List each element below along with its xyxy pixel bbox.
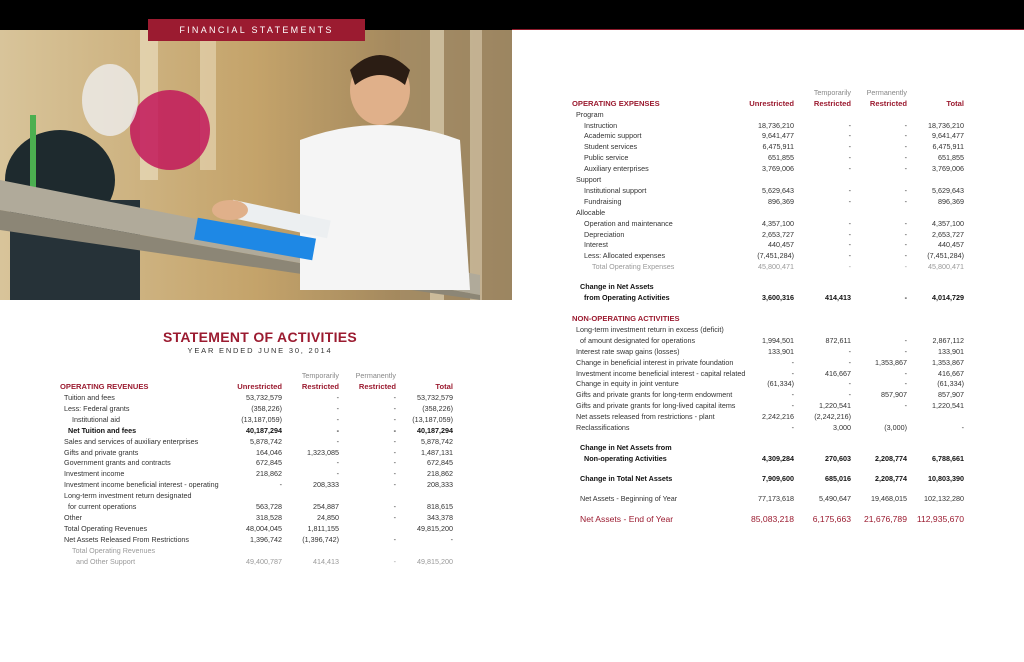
nonop-row: [572, 401, 964, 411]
nonop-row-label: Interest rate swap gains (losses): [576, 346, 680, 356]
beginning-net-assets-row-value-2: 5,490,647: [819, 494, 851, 503]
operating-expenses-heading-value-3: Restricted: [869, 98, 907, 108]
expense-row: [572, 197, 964, 207]
change-nonop-line2-value-3: 2,208,774: [875, 454, 907, 463]
change-nonop-line1-label: Change in Net Assets from: [580, 443, 672, 452]
expense-row-value-2: -: [848, 164, 851, 174]
expense-row-value-3: -: [904, 120, 907, 130]
change-total-row-label: Change in Total Net Assets: [580, 474, 673, 483]
expense-row-value-1: 9,641,477: [762, 131, 794, 141]
nonop-row-value-1: 133,901: [768, 346, 794, 356]
revenue-row: [60, 404, 454, 414]
operating-expenses-heading-value-2: Restricted: [813, 98, 851, 108]
change-total-row-value-3: 2,208,774: [875, 474, 907, 483]
expense-row-value-3: -: [904, 153, 907, 163]
nonop-row-value-2: -: [848, 357, 851, 367]
change-total-row-value-1: 7,909,600: [762, 474, 794, 483]
beginning-net-assets-row-value-1: 77,173,618: [758, 494, 794, 503]
expense-row-label: Fundraising: [584, 196, 622, 206]
nonop-row: [572, 390, 964, 400]
revenue-row-label: Net Assets Released From Restrictions: [64, 534, 190, 544]
revenue-row-value-1: -: [279, 480, 282, 490]
revenue-row-label: and Other Support: [76, 556, 136, 566]
revenue-row-value-1: 318,528: [256, 512, 282, 522]
nonop-row-value-1: (61,334): [767, 379, 794, 389]
revenue-row: [60, 513, 454, 523]
revenue-row: [60, 480, 454, 490]
operating-expenses-heading-label: OPERATING EXPENSES: [572, 98, 660, 108]
revenue-row-value-3: -: [393, 556, 396, 566]
expense-row: [572, 240, 964, 250]
nonop-row-label: Change in beneficial interest in private foundation: [576, 357, 734, 367]
nonop-row-value-2: -: [848, 390, 851, 400]
expense-row-label: Institutional support: [584, 185, 647, 195]
expense-row-value-1: (7,451,284): [757, 251, 794, 261]
revenue-row: [60, 469, 454, 479]
nonop-row-value-3: -: [904, 368, 907, 378]
revenue-row-value-2: -: [336, 458, 339, 468]
revenue-row-label: Government grants and contracts: [64, 458, 171, 468]
expense-row-value-2: -: [848, 251, 851, 261]
revenue-row: [60, 437, 454, 447]
expense-row-value-4: 440,457: [938, 240, 964, 250]
revenue-row-value-3: -: [393, 447, 396, 457]
nonop-row: [572, 423, 964, 433]
expense-row-label: Depreciation: [584, 229, 625, 239]
expense-row-value-3: -: [904, 262, 907, 272]
nonop-row-value-1: -: [791, 368, 794, 378]
change-total-row-value-2: 685,016: [825, 474, 851, 483]
revenue-row-value-3: -: [393, 534, 396, 544]
revenue-row-value-1: 164,046: [256, 447, 282, 457]
revenue-row-value-1: 218,862: [256, 469, 282, 479]
nonop-row-value-4: 416,667: [938, 368, 964, 378]
expense-row: [572, 208, 964, 218]
operating-expenses-heading-value-4: Total: [946, 98, 964, 108]
expense-row-value-1: 18,736,210: [758, 120, 794, 130]
revenue-row: [60, 415, 454, 425]
revenue-row: [60, 524, 454, 534]
revenue-row-value-4: 49,815,200: [417, 523, 453, 533]
revenue-row-value-2: -: [336, 425, 339, 435]
nonop-row-value-1: -: [791, 390, 794, 400]
expense-row-label: Instruction: [584, 120, 618, 130]
expense-row: [572, 186, 964, 196]
expense-row: [572, 230, 964, 240]
revenue-row-label: Long-term investment return designated: [64, 491, 192, 501]
revenue-row: [60, 393, 454, 403]
expense-row-value-1: 896,369: [768, 196, 794, 206]
expense-row: [572, 110, 964, 120]
expense-row: [572, 153, 964, 163]
nonop-row-label: Gifts and private grants for long-lived capital items: [576, 401, 736, 411]
expense-row-label: Allocable: [576, 207, 606, 217]
revenue-row-value-3: -: [393, 436, 396, 446]
revenue-row-value-1: 48,004,045: [246, 523, 282, 533]
expense-row-value-1: 5,629,643: [762, 185, 794, 195]
ending-net-assets-row: [572, 514, 964, 524]
revenue-row-value-2: -: [336, 403, 339, 413]
expense-row-value-2: -: [848, 229, 851, 239]
revenue-row: [60, 458, 454, 468]
operating-expenses-heading-value-1: Unrestricted: [749, 98, 794, 108]
expense-row-value-1: 45,800,471: [758, 262, 794, 272]
revenue-row-value-2: 1,323,085: [307, 447, 339, 457]
expense-row: [572, 142, 964, 152]
nonop-row-value-3: (3,000): [884, 423, 907, 432]
revenue-row: [60, 535, 454, 545]
expense-row-value-4: 3,769,006: [932, 164, 964, 174]
revenue-row-value-2: 24,850: [317, 512, 339, 522]
expense-row: [572, 262, 964, 272]
revenue-row-value-1: 563,728: [256, 502, 282, 511]
beginning-net-assets-row-value-3: 19,468,015: [871, 494, 907, 503]
revenue-row-value-4: 218,862: [427, 469, 453, 479]
expense-row-value-3: -: [904, 142, 907, 152]
expense-row-value-1: 651,855: [768, 153, 794, 163]
revenue-row-value-4: -: [450, 534, 453, 544]
expense-row: [572, 175, 964, 185]
expense-row: [572, 164, 964, 174]
nonop-row-value-1: -: [791, 401, 794, 411]
expense-row: [572, 219, 964, 229]
operating-revenues-heading-label: OPERATING REVENUES: [60, 382, 149, 391]
nonop-row-value-1: 2,242,216: [762, 412, 794, 422]
revenue-row-value-4: 40,187,294: [417, 425, 453, 435]
nonop-row: [572, 379, 964, 389]
expense-row-value-2: -: [848, 131, 851, 141]
revenue-row-value-3: -: [393, 425, 396, 435]
nonop-row-value-1: -: [791, 357, 794, 367]
revenue-row-value-1: (13,187,059): [241, 414, 282, 424]
expense-row-value-3: -: [904, 251, 907, 261]
revenue-row-label: Total Operating Revenues: [64, 523, 148, 533]
nonop-row-value-3: -: [904, 346, 907, 356]
expense-row-value-2: -: [848, 185, 851, 195]
revenue-row-value-1: 672,845: [256, 458, 282, 468]
expense-row: [572, 131, 964, 141]
operating-revenues-heading-value-1: Unrestricted: [237, 382, 282, 391]
revenue-row-label: for current operations: [68, 502, 137, 511]
nonop-row-label: of amount designated for operations: [580, 335, 696, 345]
revenue-row: [60, 448, 454, 458]
expense-row-label: Total Operating Expenses: [592, 262, 675, 272]
expense-row-value-4: 4,357,100: [932, 218, 964, 228]
expense-row-value-1: 440,457: [768, 240, 794, 250]
expense-row-value-3: -: [904, 131, 907, 141]
expense-row-value-1: 6,475,911: [762, 142, 794, 152]
page-subtitle: YEAR ENDED JUNE 30, 2014: [187, 346, 333, 355]
change-ops-line2-value-2: 414,413: [825, 293, 851, 302]
revenue-row-value-4: 818,615: [427, 502, 453, 511]
expense-row-value-3: -: [904, 240, 907, 250]
nonop-row-value-4: (61,334): [937, 379, 964, 389]
revenue-row: [60, 546, 454, 556]
revenue-row-value-2: -: [336, 436, 339, 446]
expense-row-label: Interest: [584, 240, 608, 250]
revenue-row-value-3: -: [393, 403, 396, 413]
column-header-top: [60, 371, 454, 381]
column-header-top-value-3: Permanently: [355, 371, 396, 380]
nonop-row: [572, 358, 964, 368]
nonop-row-label: Net assets released from restrictions - plant: [576, 412, 715, 422]
revenue-row-value-3: -: [393, 469, 396, 479]
change-ops-line1-label: Change in Net Assets: [580, 282, 654, 291]
revenue-row-value-2: -: [336, 393, 339, 402]
nonop-row-value-3: -: [904, 401, 907, 411]
expense-row-value-2: -: [848, 262, 851, 272]
revenue-row-value-1: 5,878,742: [250, 436, 282, 446]
ending-net-assets-row-value-2: 6,175,663: [812, 514, 851, 524]
page-title: STATEMENT OF ACTIVITIES: [162, 329, 358, 345]
nonop-row-value-2: -: [848, 346, 851, 356]
revenue-row-value-3: -: [393, 393, 396, 402]
expense-row-value-3: -: [904, 229, 907, 239]
revenue-row-label: Less: Federal grants: [64, 403, 130, 413]
expense-row-value-1: 3,769,006: [762, 164, 794, 174]
expense-row-value-4: 896,369: [938, 196, 964, 206]
nonop-row-value-2: 1,220,541: [819, 401, 851, 411]
nonop-row-value-3: 857,907: [881, 390, 907, 400]
nonop-row-label: Change in equity in joint venture: [576, 379, 679, 389]
expense-row-value-3: -: [904, 196, 907, 206]
revenue-row-value-4: (358,226): [422, 403, 453, 413]
revenue-row-value-1: 1,396,742: [250, 534, 282, 544]
nonop-row-value-4: 2,867,112: [932, 335, 964, 345]
change-nonop-line1: [572, 443, 964, 453]
revenue-row-value-2: 1,811,155: [307, 523, 339, 533]
nonop-row-value-2: 872,611: [825, 335, 851, 345]
expense-row-value-2: -: [848, 240, 851, 250]
revenue-row-value-4: 5,878,742: [421, 436, 453, 446]
expense-row-value-4: 18,736,210: [928, 120, 964, 130]
expense-row-value-4: 9,641,477: [932, 131, 964, 141]
expense-row-label: Public service: [584, 153, 629, 163]
expense-row-label: Less: Allocated expenses: [584, 251, 666, 261]
expense-row-value-2: -: [848, 153, 851, 163]
nonop-row-value-1: 1,994,501: [762, 335, 794, 345]
revenue-row-value-3: -: [393, 458, 396, 468]
revenue-row-value-4: 672,845: [427, 458, 453, 468]
column-header-top-value-3: Permanently: [866, 88, 907, 97]
ending-net-assets-row-value-3: 21,676,789: [863, 514, 907, 524]
revenue-row-value-2: -: [336, 469, 339, 479]
revenue-row-value-4: 49,815,200: [417, 556, 453, 566]
revenue-row-value-1: (358,226): [251, 403, 282, 413]
expense-row-value-1: 4,357,100: [762, 218, 794, 228]
nonop-row-value-2: 3,000: [833, 423, 851, 432]
revenue-row-value-1: 40,187,294: [246, 425, 282, 435]
expense-row-value-4: (7,451,284): [927, 251, 964, 261]
expense-row-value-2: -: [848, 142, 851, 152]
expense-row-value-4: 2,653,727: [932, 229, 964, 239]
revenue-row: [60, 557, 454, 567]
ending-net-assets-row-label: Net Assets - End of Year: [580, 514, 674, 524]
non-operating-heading: [572, 314, 964, 324]
nonop-row: [572, 412, 964, 422]
nonop-row-value-4: 1,220,541: [932, 401, 964, 411]
operating-revenues-heading-value-3: Restricted: [358, 382, 396, 391]
change-total-row-value-4: 10,803,390: [928, 474, 964, 483]
operating-revenues-heading-value-2: Restricted: [301, 382, 339, 391]
revenue-row-value-3: -: [393, 502, 396, 511]
revenue-row-value-2: 254,887: [313, 502, 339, 511]
change-nonop-line2-label: Non-operating Activities: [584, 454, 667, 463]
column-header-top-value-2: Temporarily: [301, 371, 339, 380]
revenue-row-label: Total Operating Revenues: [72, 545, 156, 555]
beginning-net-assets-row: [572, 494, 964, 504]
expense-row-value-2: -: [848, 120, 851, 130]
revenue-row-value-1: 53,732,579: [246, 393, 282, 402]
operating-revenues-heading-value-4: Total: [435, 382, 453, 391]
change-nonop-line2-value-1: 4,309,284: [762, 454, 794, 463]
expense-row-value-1: 2,653,727: [762, 229, 794, 239]
revenue-row-label: Net Tuition and fees: [68, 425, 137, 435]
ending-net-assets-row-value-1: 85,083,218: [750, 514, 794, 524]
change-ops-line2-label: from Operating Activities: [584, 293, 670, 302]
student-reading-photo: [0, 30, 512, 300]
nonop-row: [572, 336, 964, 346]
expense-row-value-2: -: [848, 196, 851, 206]
change-nonop-line2-value-2: 270,603: [825, 454, 851, 463]
revenue-row-label: Gifts and private grants: [64, 447, 139, 457]
revenue-row-value-1: 49,400,787: [246, 556, 282, 566]
revenue-row: [60, 426, 454, 436]
nonop-row-value-4: 857,907: [938, 390, 964, 400]
nonop-row-value-1: -: [791, 423, 794, 432]
nonop-row-value-2: 416,667: [825, 368, 851, 378]
nonop-row-value-3: 1,353,867: [875, 357, 907, 367]
expense-row-label: Support: [576, 175, 602, 184]
section-header-tab: FINANCIAL STATEMENTS: [148, 19, 365, 41]
change-ops-line2-value-4: 4,014,729: [932, 293, 964, 302]
expense-row-value-2: -: [848, 218, 851, 228]
revenue-row-label: Investment income beneficial interest - operating: [64, 480, 219, 490]
revenue-row-value-2: 414,413: [313, 556, 339, 566]
column-header-top-value-2: Temporarily: [813, 88, 851, 97]
revenue-row-value-3: -: [393, 512, 396, 522]
change-ops-line2-value-1: 3,600,316: [762, 293, 794, 302]
nonop-row-value-3: -: [904, 379, 907, 389]
revenue-row-value-4: 53,732,579: [417, 393, 453, 402]
nonop-row-label: Gifts and private grants for long-term endowment: [576, 390, 733, 400]
change-nonop-line2: [572, 454, 964, 464]
operating-revenues-heading: [60, 382, 454, 392]
revenue-row-value-4: 343,378: [427, 512, 453, 522]
beginning-net-assets-row-label: Net Assets - Beginning of Year: [580, 494, 678, 503]
revenue-row-label: Other: [64, 512, 82, 522]
nonop-row: [572, 325, 964, 335]
revenue-row: [60, 502, 454, 512]
revenue-row-value-4: 1,487,131: [421, 447, 453, 457]
revenue-row-value-3: -: [393, 480, 396, 490]
expense-row-value-4: 6,475,911: [932, 142, 964, 152]
nonop-row-value-3: -: [904, 335, 907, 345]
expense-row-value-3: -: [904, 218, 907, 228]
expense-row-label: Operation and maintenance: [584, 218, 673, 228]
revenue-row-label: Sales and services of auxiliary enterprises: [64, 436, 199, 446]
revenue-row-label: Institutional aid: [72, 414, 120, 424]
revenue-row-label: Investment income: [64, 469, 125, 479]
expense-row-value-4: 651,855: [938, 153, 964, 163]
change-ops-line2: [572, 293, 964, 303]
expense-row-label: Student services: [584, 142, 638, 152]
nonop-row-label: Long-term investment return in excess (deficit): [576, 324, 724, 334]
revenue-row-label: Tuition and fees: [64, 393, 115, 402]
change-ops-line2-value-3: -: [904, 293, 907, 302]
revenue-row: [60, 491, 454, 501]
ending-net-assets-row-value-4: 112,935,670: [916, 514, 964, 524]
nonop-row-label: Investment income beneficial interest - capital related: [576, 368, 746, 378]
operating-expenses-heading: [572, 99, 964, 109]
expense-row-value-4: 5,629,643: [932, 185, 964, 195]
nonop-row-value-2: -: [848, 379, 851, 389]
nonop-row: [572, 369, 964, 379]
revenue-row-value-4: (13,187,059): [412, 414, 453, 424]
nonop-row-value-4: 133,901: [938, 346, 964, 356]
column-header-top: [572, 88, 964, 98]
revenue-row-value-3: -: [393, 414, 396, 424]
revenue-row-value-2: (1,396,742): [302, 534, 339, 544]
expense-row-label: Program: [576, 109, 604, 119]
top-accent-line: [512, 29, 1024, 30]
non-operating-heading-label: NON-OPERATING ACTIVITIES: [572, 314, 680, 323]
nonop-row-label: Reclassifications: [576, 423, 630, 432]
nonop-row-value-4: -: [961, 423, 964, 432]
revenue-row-value-2: 208,333: [313, 480, 339, 490]
expense-row-value-3: -: [904, 164, 907, 174]
nonop-row-value-4: 1,353,867: [932, 357, 964, 367]
expense-row-value-3: -: [904, 185, 907, 195]
revenue-row-value-4: 208,333: [427, 480, 453, 490]
expense-row-label: Auxiliary enterprises: [584, 164, 649, 174]
expense-row-value-4: 45,800,471: [928, 262, 964, 272]
change-total-row: [572, 474, 964, 484]
expense-row: [572, 121, 964, 131]
nonop-row-value-2: (2,242,216): [814, 412, 851, 422]
expense-row-label: Academic support: [584, 131, 642, 141]
change-nonop-line2-value-4: 6,788,661: [932, 454, 964, 463]
beginning-net-assets-row-value-4: 102,132,280: [924, 494, 964, 503]
change-ops-line1: [572, 282, 964, 292]
expense-row: [572, 251, 964, 261]
revenue-row-value-2: -: [336, 414, 339, 424]
nonop-row: [572, 347, 964, 357]
